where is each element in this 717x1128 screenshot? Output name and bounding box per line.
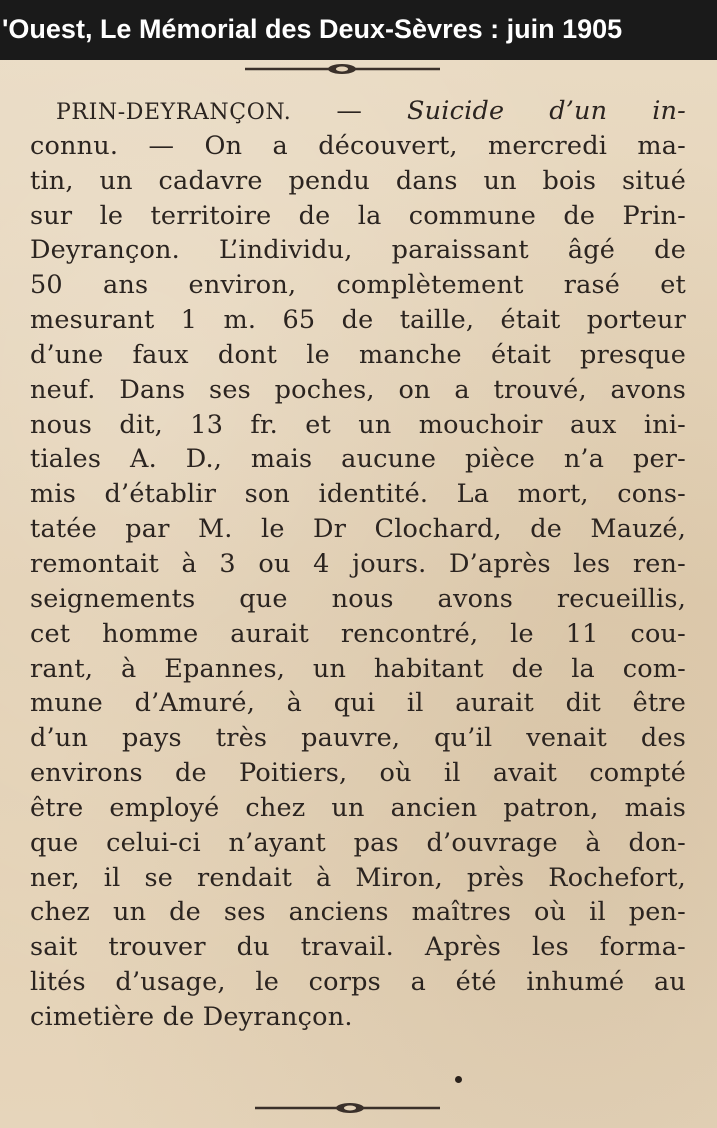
window-title: 'Ouest, Le Mémorial des Deux-Sèvres : juin 1905 xyxy=(2,14,623,44)
newspaper-clipping xyxy=(0,60,717,1128)
article-line: lités d’usage, le corps a été inhumé au xyxy=(30,967,686,998)
article-line: environs de Poitiers, où il avait compté xyxy=(30,758,686,789)
bottom-ornament-rule xyxy=(0,1098,717,1118)
article-text xyxy=(30,94,686,1035)
article-line: tin, un cadavre pendu dans un bois situé xyxy=(30,165,686,196)
article-line: cet homme aurait rencontré, le 11 cou- xyxy=(30,618,686,649)
top-ornament-rule xyxy=(0,60,717,80)
article-headline: Suicide d’un in- xyxy=(406,96,686,126)
article-line: Deyrançon. L’individu, paraissant âgé de xyxy=(30,235,686,266)
article-line: chez un de ses anciens maîtres où il pen- xyxy=(30,897,686,928)
article-line: mis d’établir son identité. La mort, cons- xyxy=(30,479,686,510)
article-line: mune d’Amuré, à qui il aurait dit être xyxy=(30,688,686,719)
article-line: d’un pays très pauvre, qu’il venait des xyxy=(30,723,686,754)
article-line: tatée par M. le Dr Clochard, de Mauzé, xyxy=(30,514,686,545)
article-dash: — xyxy=(291,96,407,126)
ink-speck xyxy=(455,1076,462,1083)
article-line: 50 ans environ, complètement rasé et xyxy=(30,270,686,301)
article-line: ner, il se rendait à Miron, près Rochefort, xyxy=(30,862,686,893)
article-line: nous dit, 13 fr. et un mouchoir aux ini- xyxy=(30,409,686,440)
article-line: mesurant 1 m. 65 de taille, était porteur xyxy=(30,305,686,336)
article-line: être employé chez un ancien patron, mais xyxy=(30,792,686,823)
article-line: neuf. Dans ses poches, on a trouvé, avons xyxy=(30,374,686,405)
article-line: remontait à 3 ou 4 jours. D’après les ren- xyxy=(30,548,686,579)
article-line: connu. — On a découvert, mercredi ma- xyxy=(30,130,686,161)
article-line: sur le territoire de la commune de Prin- xyxy=(30,200,686,231)
article-dateline: PRIN-DEYRANÇON. xyxy=(56,100,292,125)
article-line: d’une faux dont le manche était presque xyxy=(30,339,686,370)
article-line-last: cimetière de Deyrançon. xyxy=(30,1001,353,1032)
article-line: que celui-ci n’ayant pas d’ouvrage à don- xyxy=(30,827,686,858)
article-line: seignements que nous avons recueillis, xyxy=(30,583,686,614)
article-line: sait trouver du travail. Après les forma- xyxy=(30,932,686,963)
article-line-1 xyxy=(30,94,686,129)
window-title-bar xyxy=(0,0,717,60)
article-line: tiales A. D., mais aucune pièce n’a per- xyxy=(30,444,686,475)
article-line: rant, à Epannes, un habitant de la com- xyxy=(30,653,686,684)
